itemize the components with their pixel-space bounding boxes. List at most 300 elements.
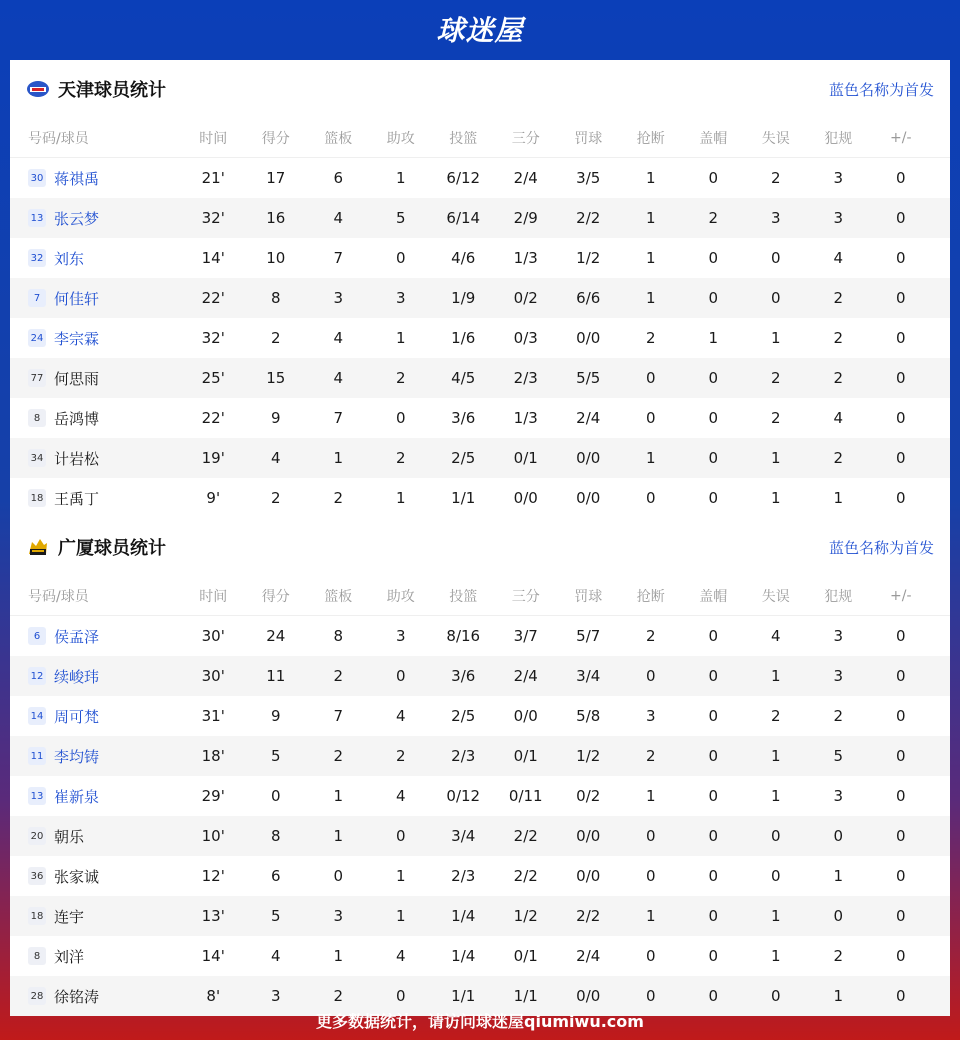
stat-free-throws: 0/0 [576, 489, 601, 507]
stat-points: 11 [266, 667, 286, 685]
jersey-number-badge: 77 [28, 369, 46, 387]
stat-field-goals: 3/6 [451, 667, 476, 685]
column-header: 时间 [199, 588, 228, 605]
stat-three-pointers: 1/3 [513, 409, 538, 427]
player-name[interactable]: 朝乐 [54, 827, 85, 846]
stat-free-throws: 6/6 [576, 289, 601, 307]
column-header: 抢断 [636, 130, 665, 147]
stat-plus-minus: 0 [895, 947, 906, 965]
stat-turnovers: 2 [770, 369, 781, 387]
column-header: 篮板 [324, 130, 353, 147]
player-row[interactable] [10, 398, 950, 438]
column-header: 投篮 [449, 130, 478, 147]
player-name[interactable]: 续峻玮 [54, 667, 100, 686]
brand-logo: 球迷屋 [436, 14, 524, 47]
stat-free-throws: 2/2 [576, 907, 601, 925]
jersey-number-badge: 32 [28, 249, 46, 267]
stat-fouls: 3 [833, 209, 844, 227]
player-name[interactable]: 李宗霖 [54, 329, 100, 348]
stat-points: 3 [270, 987, 281, 1005]
jersey-number-badge: 36 [28, 867, 46, 885]
player-cell [10, 746, 182, 767]
column-header: 助攻 [386, 588, 415, 605]
stat-minutes: 12' [201, 867, 225, 885]
stat-plus-minus: 0 [895, 827, 906, 845]
stat-points: 8 [270, 289, 281, 307]
stat-field-goals: 4/6 [451, 249, 476, 267]
stat-points: 24 [266, 627, 286, 645]
player-name[interactable]: 连宇 [54, 907, 85, 926]
jersey-number-badge: 8 [28, 409, 46, 427]
stat-plus-minus: 0 [895, 489, 906, 507]
stat-assists: 5 [395, 209, 406, 227]
jersey-number-badge: 12 [28, 667, 46, 685]
stat-three-pointers: 2/9 [513, 209, 538, 227]
stat-turnovers: 1 [770, 907, 781, 925]
player-row[interactable] [10, 616, 950, 656]
stat-field-goals: 1/1 [451, 987, 476, 1005]
stat-minutes: 19' [201, 449, 225, 467]
stat-free-throws: 5/7 [576, 627, 601, 645]
stat-turnovers: 2 [770, 169, 781, 187]
column-header: 盖帽 [699, 130, 728, 147]
stat-plus-minus: 0 [895, 409, 906, 427]
stat-minutes: 14' [201, 947, 225, 965]
player-row[interactable] [10, 478, 950, 518]
stat-steals: 2 [645, 627, 656, 645]
stat-three-pointers: 0/2 [513, 289, 538, 307]
player-row[interactable] [10, 158, 950, 198]
stat-free-throws: 0/0 [576, 827, 601, 845]
stat-three-pointers: 1/2 [513, 907, 538, 925]
stat-steals: 1 [645, 209, 656, 227]
stat-assists: 3 [395, 289, 406, 307]
player-name[interactable]: 王禹丁 [54, 489, 100, 508]
player-cell [10, 408, 182, 429]
stat-turnovers: 3 [770, 209, 781, 227]
stat-points: 10 [266, 249, 286, 267]
player-cell [10, 488, 182, 509]
stat-rebounds: 7 [333, 409, 344, 427]
stat-rebounds: 1 [333, 787, 344, 805]
player-row[interactable] [10, 776, 950, 816]
stat-three-pointers: 1/1 [513, 987, 538, 1005]
stat-steals: 0 [645, 827, 656, 845]
stat-turnovers: 0 [770, 827, 781, 845]
stat-blocks: 0 [708, 787, 719, 805]
stat-steals: 0 [645, 947, 656, 965]
stat-blocks: 0 [708, 489, 719, 507]
stat-steals: 1 [645, 289, 656, 307]
stat-fouls: 3 [833, 169, 844, 187]
stat-points: 0 [270, 787, 281, 805]
player-name[interactable]: 周可梵 [54, 707, 100, 726]
stat-field-goals: 2/5 [451, 449, 476, 467]
stat-assists: 1 [395, 489, 406, 507]
footer-banner[interactable]: 更多数据统计，请访问球迷屋qiumiwu.com [316, 1011, 644, 1031]
stat-free-throws: 0/2 [576, 787, 601, 805]
stat-blocks: 0 [708, 987, 719, 1005]
column-header: 失误 [761, 130, 790, 147]
stat-field-goals: 2/5 [451, 707, 476, 725]
stat-fouls: 5 [833, 747, 844, 765]
stat-blocks: 0 [708, 449, 719, 467]
stat-fouls: 2 [833, 369, 844, 387]
stat-steals: 2 [645, 747, 656, 765]
stat-field-goals: 3/6 [451, 409, 476, 427]
stat-steals: 1 [645, 169, 656, 187]
stat-blocks: 2 [708, 209, 719, 227]
stat-three-pointers: 0/0 [513, 489, 538, 507]
jersey-number-badge: 13 [28, 787, 46, 805]
stat-three-pointers: 2/4 [513, 169, 538, 187]
stat-plus-minus: 0 [895, 867, 906, 885]
stat-free-throws: 1/2 [576, 249, 601, 267]
jersey-number-badge: 24 [28, 329, 46, 347]
stat-three-pointers: 2/2 [513, 867, 538, 885]
stat-blocks: 0 [708, 289, 719, 307]
player-row[interactable] [10, 896, 950, 936]
stat-fouls: 1 [833, 867, 844, 885]
stat-plus-minus: 0 [895, 627, 906, 645]
stat-free-throws: 3/4 [576, 667, 601, 685]
team-title: 广厦球员统计 [58, 538, 166, 559]
stat-free-throws: 3/5 [576, 169, 601, 187]
column-header: 三分 [511, 130, 540, 147]
stat-blocks: 0 [708, 169, 719, 187]
stat-plus-minus: 0 [895, 209, 906, 227]
player-row[interactable] [10, 816, 950, 856]
stat-rebounds: 7 [333, 249, 344, 267]
stat-rebounds: 2 [333, 489, 344, 507]
stat-field-goals: 1/4 [451, 907, 476, 925]
player-name[interactable]: 蒋祺禹 [54, 169, 100, 188]
column-header: 得分 [261, 130, 290, 147]
stat-rebounds: 1 [333, 827, 344, 845]
stat-fouls: 3 [833, 787, 844, 805]
stat-assists: 4 [395, 707, 406, 725]
stat-minutes: 30' [201, 667, 225, 685]
stat-three-pointers: 1/3 [513, 249, 538, 267]
stat-fouls: 2 [833, 449, 844, 467]
stat-fouls: 3 [833, 667, 844, 685]
jersey-number-badge: 13 [28, 209, 46, 227]
jersey-number-badge: 6 [28, 627, 46, 645]
stat-points: 8 [270, 827, 281, 845]
stat-blocks: 0 [708, 867, 719, 885]
stat-turnovers: 4 [770, 627, 781, 645]
stat-plus-minus: 0 [895, 987, 906, 1005]
stat-fouls: 2 [833, 289, 844, 307]
stat-fouls: 1 [833, 489, 844, 507]
stat-turnovers: 0 [770, 289, 781, 307]
stat-assists: 4 [395, 947, 406, 965]
stat-rebounds: 4 [333, 369, 344, 387]
stat-turnovers: 1 [770, 489, 781, 507]
stat-minutes: 32' [201, 329, 225, 347]
stat-rebounds: 6 [333, 169, 344, 187]
stat-steals: 1 [645, 907, 656, 925]
column-header: 犯规 [824, 130, 853, 147]
player-cell [10, 168, 182, 189]
stat-turnovers: 0 [770, 867, 781, 885]
stat-three-pointers: 2/4 [513, 667, 538, 685]
player-row[interactable] [10, 656, 950, 696]
stat-steals: 1 [645, 249, 656, 267]
stat-points: 6 [270, 867, 281, 885]
jersey-number-badge: 11 [28, 747, 46, 765]
stat-minutes: 10' [201, 827, 225, 845]
column-header: 号码/球员 [28, 130, 89, 147]
stat-blocks: 0 [708, 827, 719, 845]
stat-field-goals: 1/1 [451, 489, 476, 507]
stat-turnovers: 0 [770, 249, 781, 267]
column-header-row [10, 118, 950, 158]
player-row[interactable] [10, 358, 950, 398]
player-name[interactable]: 李均铸 [54, 747, 100, 766]
column-header: 罚球 [574, 588, 603, 605]
stat-blocks: 0 [708, 947, 719, 965]
stat-fouls: 2 [833, 329, 844, 347]
column-header: 盖帽 [699, 588, 728, 605]
column-header: 失误 [761, 588, 790, 605]
column-header: 时间 [199, 130, 228, 147]
stat-plus-minus: 0 [895, 667, 906, 685]
stat-assists: 1 [395, 329, 406, 347]
player-row[interactable] [10, 318, 950, 358]
column-header: 号码/球员 [28, 588, 89, 605]
stat-free-throws: 0/0 [576, 867, 601, 885]
column-header: 投篮 [449, 588, 478, 605]
stat-rebounds: 8 [333, 627, 344, 645]
stat-free-throws: 5/8 [576, 707, 601, 725]
stat-blocks: 0 [708, 409, 719, 427]
player-row[interactable] [10, 936, 950, 976]
stat-three-pointers: 3/7 [513, 627, 538, 645]
player-cell [10, 866, 182, 887]
player-name[interactable]: 张云梦 [54, 209, 100, 228]
stat-field-goals: 2/3 [451, 867, 476, 885]
player-row[interactable] [10, 438, 950, 478]
stat-points: 5 [270, 747, 281, 765]
stat-assists: 1 [395, 169, 406, 187]
stat-three-pointers: 0/1 [513, 947, 538, 965]
player-name[interactable]: 岳鸿博 [54, 409, 100, 428]
stat-minutes: 31' [201, 707, 225, 725]
stat-minutes: 8' [206, 987, 221, 1005]
stat-minutes: 32' [201, 209, 225, 227]
player-row[interactable] [10, 736, 950, 776]
player-name[interactable]: 刘洋 [54, 947, 85, 966]
stat-turnovers: 0 [770, 987, 781, 1005]
stat-rebounds: 7 [333, 707, 344, 725]
stat-assists: 0 [395, 987, 406, 1005]
team-section [10, 60, 950, 518]
player-name[interactable]: 张家诚 [54, 867, 100, 886]
stat-three-pointers: 0/3 [513, 329, 538, 347]
stat-rebounds: 1 [333, 449, 344, 467]
stat-free-throws: 1/2 [576, 747, 601, 765]
stat-field-goals: 3/4 [451, 827, 476, 845]
stat-minutes: 13' [201, 907, 225, 925]
stat-assists: 2 [395, 747, 406, 765]
stat-minutes: 22' [201, 289, 225, 307]
stat-blocks: 0 [708, 907, 719, 925]
stat-plus-minus: 0 [895, 169, 906, 187]
stat-rebounds: 3 [333, 289, 344, 307]
player-cell [10, 786, 182, 807]
stat-plus-minus: 0 [895, 707, 906, 725]
starter-legend: 蓝色名称为首发 [828, 538, 934, 557]
column-header: +/- [890, 129, 912, 146]
stat-turnovers: 2 [770, 409, 781, 427]
stat-free-throws: 0/0 [576, 449, 601, 467]
jersey-number-badge: 18 [28, 489, 46, 507]
stat-fouls: 2 [833, 707, 844, 725]
player-name[interactable]: 计岩松 [54, 449, 100, 468]
player-cell [10, 328, 182, 349]
jersey-number-badge: 18 [28, 907, 46, 925]
stat-turnovers: 2 [770, 707, 781, 725]
stat-points: 4 [270, 947, 281, 965]
player-name[interactable]: 侯孟泽 [54, 627, 100, 646]
stat-minutes: 21' [201, 169, 225, 187]
stat-fouls: 4 [833, 409, 844, 427]
jersey-number-badge: 30 [28, 169, 46, 187]
player-name[interactable]: 刘东 [54, 249, 85, 268]
stat-free-throws: 2/2 [576, 209, 601, 227]
stat-field-goals: 1/9 [451, 289, 476, 307]
player-name[interactable]: 何思雨 [54, 369, 100, 388]
player-cell [10, 906, 182, 927]
stat-assists: 1 [395, 867, 406, 885]
stat-three-pointers: 0/1 [513, 747, 538, 765]
stat-points: 2 [270, 489, 281, 507]
column-header: 犯规 [824, 588, 853, 605]
column-header: 篮板 [324, 588, 353, 605]
player-row[interactable] [10, 696, 950, 736]
player-cell [10, 288, 182, 309]
stat-fouls: 1 [833, 987, 844, 1005]
stat-blocks: 0 [708, 667, 719, 685]
stat-rebounds: 1 [333, 947, 344, 965]
player-cell [10, 208, 182, 229]
stat-minutes: 29' [201, 787, 225, 805]
jersey-number-badge: 28 [28, 987, 46, 1005]
stat-rebounds: 4 [333, 209, 344, 227]
stat-field-goals: 1/6 [451, 329, 476, 347]
stat-points: 4 [270, 449, 281, 467]
stat-points: 5 [270, 907, 281, 925]
stat-turnovers: 1 [770, 449, 781, 467]
stat-fouls: 0 [833, 907, 844, 925]
player-cell [10, 946, 182, 967]
column-header: 助攻 [386, 130, 415, 147]
jersey-number-badge: 14 [28, 707, 46, 725]
jersey-number-badge: 7 [28, 289, 46, 307]
stat-steals: 0 [645, 369, 656, 387]
stat-plus-minus: 0 [895, 907, 906, 925]
player-name[interactable]: 崔新泉 [54, 787, 100, 806]
stat-plus-minus: 0 [895, 449, 906, 467]
stat-field-goals: 6/14 [446, 209, 481, 227]
stat-field-goals: 0/12 [446, 787, 481, 805]
stat-rebounds: 2 [333, 747, 344, 765]
stat-free-throws: 2/4 [576, 947, 601, 965]
stat-fouls: 3 [833, 627, 844, 645]
player-row[interactable] [10, 238, 950, 278]
stat-free-throws: 0/0 [576, 329, 601, 347]
stat-assists: 1 [395, 907, 406, 925]
stat-minutes: 18' [201, 747, 225, 765]
stat-minutes: 22' [201, 409, 225, 427]
stat-three-pointers: 2/2 [513, 827, 538, 845]
stat-assists: 0 [395, 827, 406, 845]
stat-turnovers: 1 [770, 947, 781, 965]
player-cell [10, 626, 182, 647]
stat-assists: 0 [395, 249, 406, 267]
player-cell [10, 706, 182, 727]
stat-blocks: 0 [708, 627, 719, 645]
player-cell [10, 248, 182, 269]
stat-steals: 0 [645, 409, 656, 427]
stat-field-goals: 6/12 [446, 169, 481, 187]
tianjin-team-logo [26, 78, 50, 100]
player-name[interactable]: 徐铭涛 [54, 987, 100, 1006]
player-row[interactable] [10, 278, 950, 318]
stat-rebounds: 0 [333, 867, 344, 885]
team-title: 天津球员统计 [58, 80, 166, 101]
stat-steals: 1 [645, 449, 656, 467]
jersey-number-badge: 8 [28, 947, 46, 965]
stat-blocks: 0 [708, 369, 719, 387]
player-row[interactable] [10, 856, 950, 896]
player-cell [10, 368, 182, 389]
stat-minutes: 9' [206, 489, 221, 507]
stat-minutes: 30' [201, 627, 225, 645]
stat-field-goals: 1/4 [451, 947, 476, 965]
section-header [10, 60, 950, 118]
stat-free-throws: 5/5 [576, 369, 601, 387]
stat-fouls: 0 [833, 827, 844, 845]
column-header: 得分 [261, 588, 290, 605]
stat-assists: 2 [395, 449, 406, 467]
jersey-number-badge: 20 [28, 827, 46, 845]
stat-plus-minus: 0 [895, 249, 906, 267]
stat-field-goals: 8/16 [446, 627, 481, 645]
stat-steals: 3 [645, 707, 656, 725]
jersey-number-badge: 34 [28, 449, 46, 467]
stat-assists: 2 [395, 369, 406, 387]
stat-assists: 0 [395, 409, 406, 427]
stat-plus-minus: 0 [895, 289, 906, 307]
stat-three-pointers: 0/11 [508, 787, 543, 805]
player-row[interactable] [10, 198, 950, 238]
column-header: 三分 [511, 588, 540, 605]
stat-blocks: 1 [708, 329, 719, 347]
stat-steals: 2 [645, 329, 656, 347]
stat-points: 2 [270, 329, 281, 347]
stat-fouls: 2 [833, 947, 844, 965]
stat-free-throws: 2/4 [576, 409, 601, 427]
stat-three-pointers: 0/0 [513, 707, 538, 725]
stat-points: 15 [266, 369, 286, 387]
stat-blocks: 0 [708, 747, 719, 765]
stat-turnovers: 1 [770, 747, 781, 765]
stat-turnovers: 1 [770, 329, 781, 347]
player-name[interactable]: 何佳轩 [54, 289, 100, 308]
stat-blocks: 0 [708, 249, 719, 267]
